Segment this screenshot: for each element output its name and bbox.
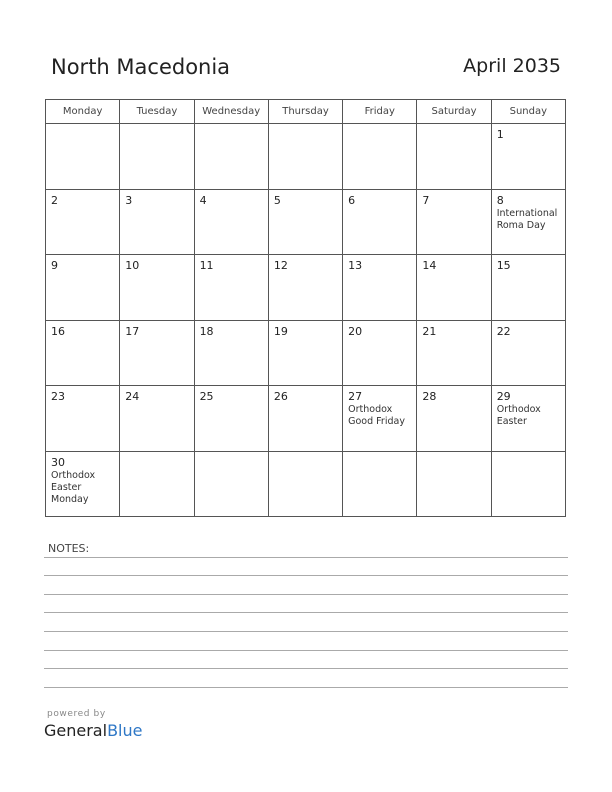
day-number (417, 452, 490, 456)
day-number (195, 452, 268, 456)
calendar-day-cell (491, 320, 565, 386)
calendar-day-cell (120, 124, 194, 190)
holiday-label: Orthodox Good Friday (348, 404, 405, 427)
calendar-country-title: North Macedonia (51, 55, 231, 79)
day-number: 5 (273, 193, 281, 207)
day-number: 21 (422, 324, 437, 338)
calendar-day-cell (194, 320, 268, 386)
weekday-header: Tuesday (120, 100, 194, 124)
calendar-day-cell (491, 189, 565, 255)
notes-line (44, 575, 568, 576)
notes-line (44, 594, 568, 595)
day-number: 30 (51, 455, 65, 469)
day-number (269, 124, 342, 128)
day-number: 19 (273, 324, 288, 338)
calendar-week-row (46, 124, 566, 190)
calendar-week-row (46, 320, 566, 386)
calendar-day-cell (343, 320, 417, 386)
calendar-day-cell (417, 451, 491, 517)
day-number (492, 452, 565, 456)
holiday-label: International Roma Day (496, 207, 558, 231)
calendar-day-cell (194, 124, 268, 190)
calendar-day-cell (120, 451, 194, 517)
day-number: 4 (199, 193, 207, 207)
day-number (417, 124, 490, 128)
weekday-header: Thursday (268, 100, 342, 124)
day-number: 26 (273, 390, 288, 403)
calendar-day-cell (46, 451, 120, 517)
day-number: 6 (348, 193, 356, 207)
day-number: 18 (199, 324, 214, 338)
calendar-day-cell (417, 320, 491, 386)
day-number: 11 (199, 259, 214, 272)
notes-line (44, 612, 568, 613)
day-number: 13 (348, 259, 363, 272)
day-number (195, 124, 268, 128)
calendar-day-cell (268, 255, 342, 321)
weekday-header: Wednesday (194, 100, 268, 124)
notes-line (44, 668, 568, 669)
day-number: 2 (51, 193, 58, 207)
calendar-day-cell (194, 451, 268, 517)
day-number: 28 (422, 390, 437, 403)
calendar-day-cell (491, 386, 565, 452)
day-number (120, 124, 193, 128)
holiday-label: Orthodox Easter Monday (51, 469, 96, 505)
day-number (120, 452, 193, 456)
day-number: 25 (199, 390, 214, 403)
calendar-day-cell (46, 124, 120, 190)
day-number: 15 (496, 259, 511, 272)
day-number: 1 (496, 128, 504, 141)
brand-blue-text: Blue (107, 721, 143, 740)
calendar-day-cell (343, 386, 417, 452)
calendar-day-cell (268, 124, 342, 190)
calendar-day-cell (120, 255, 194, 321)
calendar-day-cell (194, 189, 268, 255)
calendar-grid (45, 99, 566, 517)
day-number (269, 452, 342, 456)
calendar-day-cell (120, 386, 194, 452)
calendar-day-cell (46, 255, 120, 321)
calendar-week-row (46, 255, 566, 321)
notes-line (44, 631, 568, 632)
calendar-day-cell (46, 386, 120, 452)
calendar-day-cell (491, 124, 565, 190)
calendar-day-cell (46, 189, 120, 255)
calendar-day-cell (417, 189, 491, 255)
day-number (343, 124, 416, 128)
calendar-day-cell (46, 320, 120, 386)
weekday-header: Friday (343, 100, 417, 124)
calendar-day-cell (491, 451, 565, 517)
day-number: 23 (51, 390, 65, 403)
notes-line (44, 687, 568, 688)
notes-line (44, 557, 568, 558)
calendar-day-cell (120, 189, 194, 255)
notes-label: NOTES: (48, 542, 90, 555)
day-number: 8 (496, 193, 504, 207)
day-number: 3 (125, 193, 133, 207)
day-number: 17 (125, 324, 140, 338)
calendar-day-cell (417, 255, 491, 321)
calendar-day-cell (268, 189, 342, 255)
calendar-day-cell (194, 386, 268, 452)
calendar-day-cell (343, 255, 417, 321)
day-number: 27 (348, 390, 363, 403)
calendar-day-cell (268, 451, 342, 517)
day-number (343, 452, 416, 456)
day-number: 10 (125, 259, 140, 272)
calendar-day-cell (417, 386, 491, 452)
weekday-header: Monday (46, 100, 120, 124)
holiday-label: Orthodox Easter (496, 404, 541, 427)
calendar-week-row (46, 189, 566, 255)
calendar-day-cell (417, 124, 491, 190)
day-number: 9 (51, 259, 58, 272)
day-number: 20 (348, 324, 363, 338)
day-number: 12 (273, 259, 288, 272)
weekday-header: Saturday (417, 100, 491, 124)
day-number: 24 (125, 390, 140, 403)
calendar-week-row (46, 386, 566, 452)
calendar-month-title: April 2035 (463, 55, 561, 77)
calendar-week-row (46, 451, 566, 517)
calendar-day-cell (343, 189, 417, 255)
calendar-day-cell (491, 255, 565, 321)
calendar-day-cell (343, 451, 417, 517)
calendar-day-cell (268, 386, 342, 452)
calendar-day-cell (120, 320, 194, 386)
generalblue-logo[interactable] (44, 721, 142, 740)
weekday-header: Sunday (491, 100, 565, 124)
calendar-day-cell (268, 320, 342, 386)
weekday-header-row (46, 100, 566, 124)
brand-general-text: General (44, 721, 108, 740)
day-number: 14 (422, 259, 437, 272)
day-number: 29 (496, 390, 511, 403)
calendar-day-cell (194, 255, 268, 321)
notes-line (44, 650, 568, 651)
day-number: 16 (51, 324, 65, 338)
day-number (46, 124, 119, 128)
calendar-day-cell (343, 124, 417, 190)
day-number: 7 (422, 193, 430, 207)
powered-by-text: powered by (47, 709, 106, 719)
day-number: 22 (496, 324, 511, 338)
